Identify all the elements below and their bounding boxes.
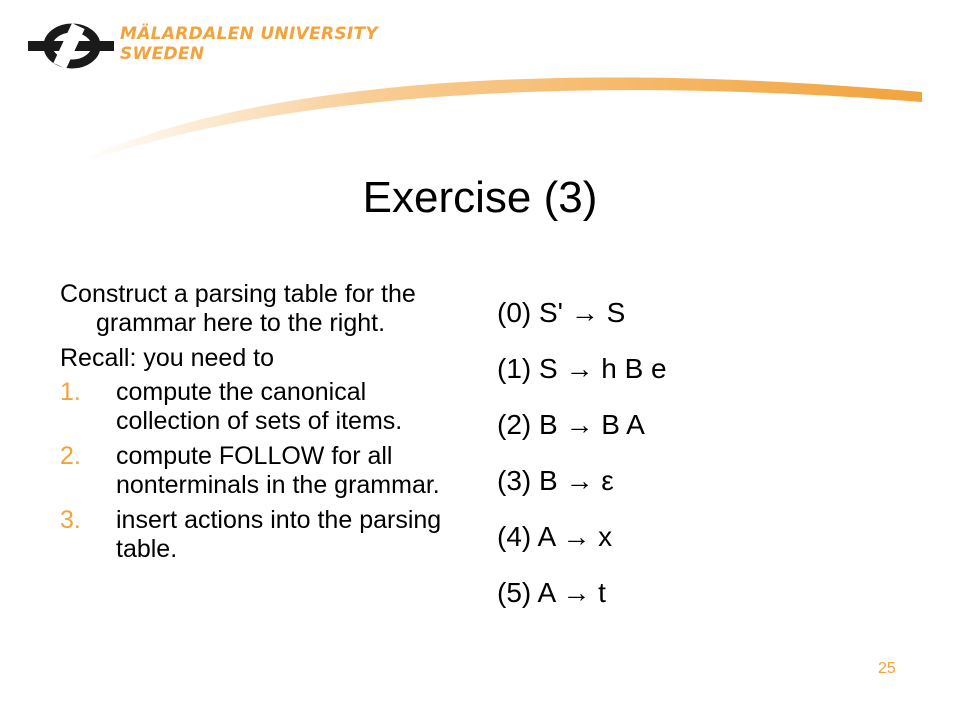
intro-text: Construct a parsing table for the grammar here to the right.	[60, 280, 416, 337]
logo-line-country: SWEDEN	[120, 44, 205, 64]
instructions-block	[60, 280, 470, 570]
list-item	[60, 378, 470, 436]
step-text: compute FOLLOW for all nonterminals in the grammar.	[116, 442, 440, 499]
list-item	[60, 506, 470, 564]
grammar-rule: (3) B → ε	[497, 465, 614, 496]
grammar-rules	[497, 285, 667, 621]
steps-list	[60, 378, 470, 564]
page-number: 25	[878, 660, 896, 677]
step-number: 1.	[60, 378, 81, 406]
grammar-rule: (5) A → t	[497, 577, 606, 608]
step-number: 2.	[60, 442, 81, 470]
grammar-rule: (4) A → x	[497, 521, 613, 552]
step-text: compute the canonical collection of sets of items.	[116, 378, 403, 435]
university-wordmark	[120, 24, 378, 64]
grammar-rule: (2) B → B A	[497, 409, 645, 440]
grammar-rule: (0) S' → S	[497, 297, 626, 328]
step-number: 3.	[60, 506, 81, 534]
list-item	[60, 442, 470, 500]
grammar-rule: (1) S → h B e	[497, 353, 667, 384]
step-text: insert actions into the parsing table.	[116, 506, 442, 563]
logo-line-university: MÄLARDALEN UNIVERSITY	[120, 24, 379, 44]
slide-title: Exercise (3)	[362, 173, 598, 222]
university-logo-icon	[28, 22, 114, 70]
recall-text: Recall: you need to	[60, 344, 275, 372]
